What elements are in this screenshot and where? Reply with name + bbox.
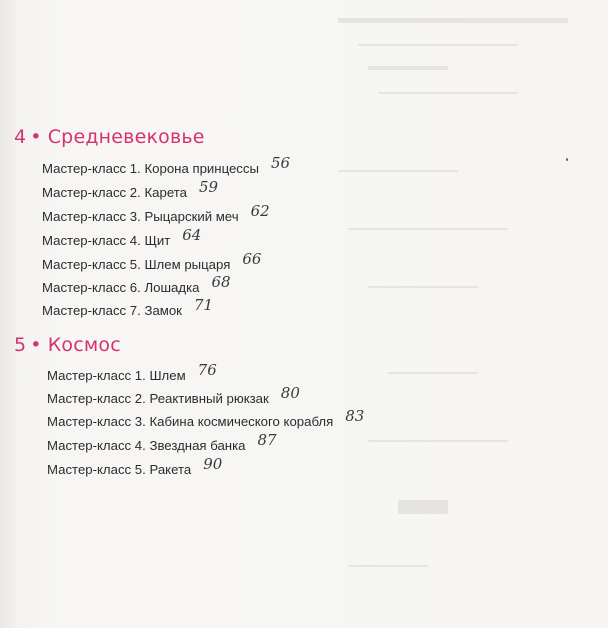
entry-label: Мастер-класс 7. Замок	[42, 303, 182, 318]
toc-entry	[42, 202, 270, 226]
toc-entry	[47, 384, 300, 408]
section-heading-space	[14, 334, 121, 356]
bullet-dot-icon: •	[30, 126, 42, 148]
handwritten-page-number: 71	[193, 296, 214, 314]
section-title: Космос	[47, 334, 121, 356]
entry-label: Мастер-класс 6. Лошадка	[42, 280, 200, 295]
entry-label: Мастер-класс 4. Щит	[42, 233, 171, 248]
toc-entry	[42, 178, 219, 202]
section-number: 4	[14, 126, 27, 148]
entry-label: Мастер-класс 3. Рыцарский меч	[42, 209, 239, 224]
handwritten-page-number: 83	[345, 407, 365, 425]
handwritten-page-number: 87	[257, 431, 277, 449]
handwritten-page-number: 62	[250, 202, 270, 220]
toc-entry	[47, 361, 217, 385]
entry-label: Мастер-класс 1. Корона принцессы	[42, 161, 259, 176]
show-through-text	[308, 0, 608, 628]
entry-label: Мастер-класс 5. Шлем рыцаря	[42, 257, 231, 272]
entry-label: Мастер-класс 5. Ракета	[47, 462, 192, 477]
section-number: 5	[14, 334, 27, 356]
entry-label: Мастер-класс 2. Реактивный рюкзак	[47, 391, 269, 406]
toc-entry	[47, 431, 277, 455]
entry-label: Мастер-класс 4. Звездная банка	[47, 438, 246, 453]
toc-entry	[42, 296, 214, 320]
handwritten-page-number: 59	[198, 178, 219, 196]
section-title: Средневековье	[47, 126, 205, 148]
entry-label: Мастер-класс 2. Карета	[42, 185, 187, 200]
handwritten-page-number: 64	[182, 226, 202, 244]
handwritten-page-number: 68	[211, 273, 231, 291]
toc-entry	[42, 250, 262, 274]
toc-entry	[42, 273, 231, 297]
section-heading-medieval	[14, 126, 205, 148]
ink-speck	[566, 158, 568, 161]
toc-entry	[42, 226, 202, 250]
handwritten-page-number: 80	[280, 384, 300, 402]
handwritten-page-number: 76	[197, 361, 217, 379]
entry-label: Мастер-класс 1. Шлем	[47, 368, 186, 383]
handwritten-page-number: 90	[203, 455, 223, 473]
bullet-dot-icon: •	[30, 334, 42, 356]
toc-entry	[47, 455, 223, 479]
entry-label: Мастер-класс 3. Кабина космического корабля	[47, 414, 334, 429]
handwritten-page-number: 56	[270, 154, 291, 172]
toc-entry	[42, 154, 291, 178]
handwritten-page-number: 66	[242, 250, 262, 268]
toc-entry	[47, 407, 365, 431]
